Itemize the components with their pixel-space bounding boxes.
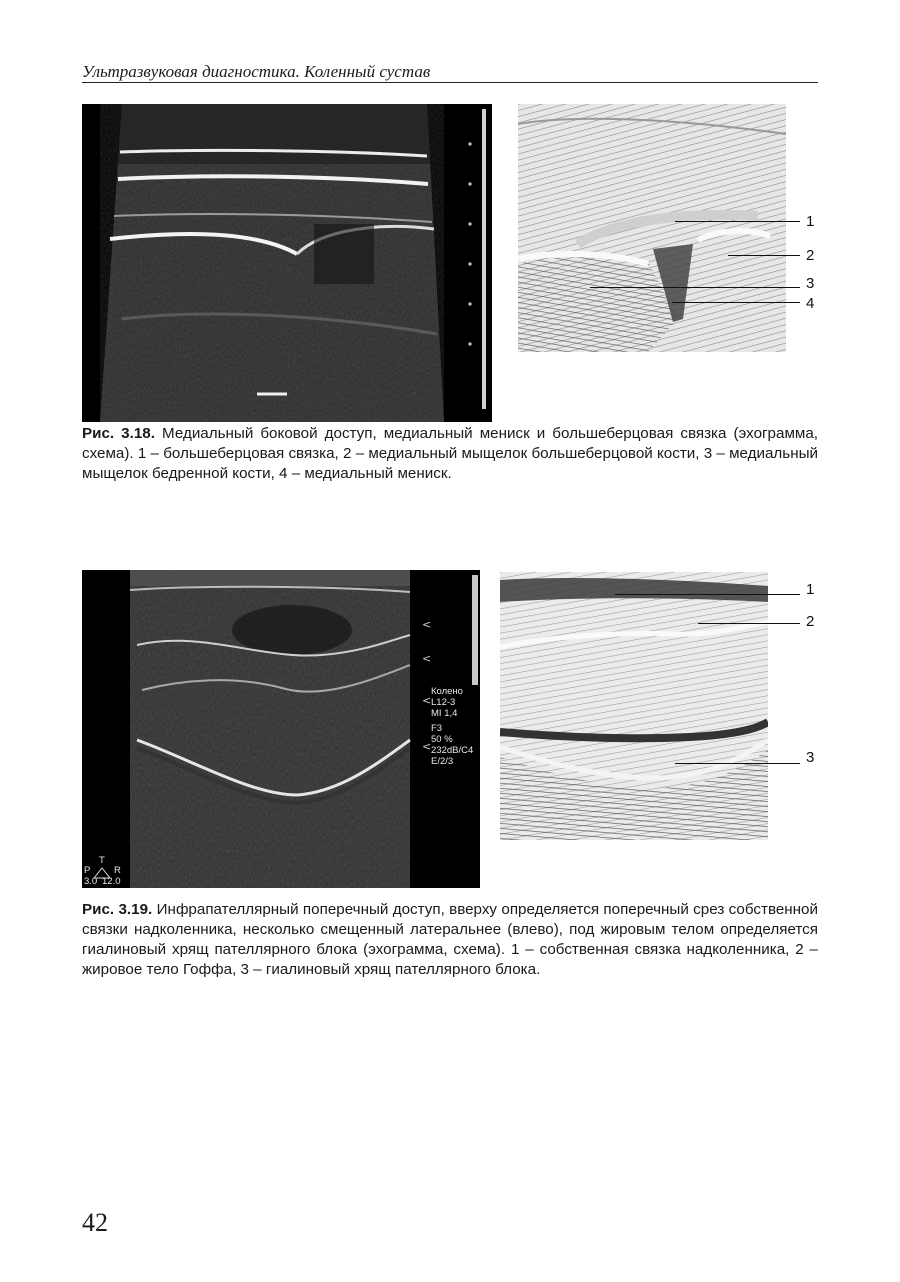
scanner-info-line: 50 % [431, 734, 453, 745]
leader-line [672, 302, 800, 303]
scanner-info-line: F3 [431, 723, 443, 734]
figure-label: 3 [806, 275, 815, 292]
scanner-info-line: MI 1,4 [431, 708, 458, 719]
figure-label: 2 [806, 247, 815, 264]
scanner-info-line: E/2/3 [431, 756, 454, 767]
figure-3-18-echogram [82, 104, 492, 422]
caption-text: Инфрапателлярный поперечный доступ, вверху определяется поперечный срез собственной связки надколенника, несколько смещенный латеральнее (влево), под жировым телом определяется гиалиновый хрящ пателлярного блока (эхограмма, схема). 1 – собственная связка надколенника, 2 – жировое тело Гоффа, 3 – гиалиновый хрящ пателлярного блока. [82, 901, 818, 978]
figure-label: 3 [806, 749, 815, 766]
figure-number: Рис. 3.19. [82, 901, 153, 918]
page-number: 42 [82, 1208, 108, 1237]
svg-text:<: < [422, 652, 432, 665]
leader-line [728, 255, 800, 256]
probe-mark: 3.0 [84, 876, 98, 887]
svg-text:<: < [422, 694, 432, 707]
caption-text: Медиальный боковой доступ, медиальный мениск и большеберцовая связка (эхограмма, схема). 1 – большеберцовая связка, 2 – медиальный мыщелок большеберцовой кости, 3 – медиальный мыщелок бедренной кости, 4 – медиальный мениск. [82, 425, 818, 482]
running-head: Ультразвуковая диагностика. Коленный сустав [82, 62, 431, 81]
probe-mark: 12.0 [102, 876, 121, 887]
header-rule [82, 82, 818, 83]
scanner-info-line: 232dB/C4 [431, 745, 474, 756]
figure-label: 2 [806, 613, 815, 630]
scanner-info-line: Колено [431, 686, 463, 697]
figure-3-19-echogram [82, 570, 480, 888]
leader-line [698, 623, 800, 624]
scanner-info-line: L12-3 [431, 697, 456, 708]
figure-number: Рис. 3.18. [82, 425, 155, 442]
leader-line [590, 287, 800, 288]
probe-mark: P [84, 865, 91, 876]
probe-mark: T [99, 855, 105, 866]
svg-text:<: < [422, 618, 432, 631]
figure-label: 1 [806, 213, 815, 230]
leader-line [615, 594, 800, 595]
leader-line [675, 221, 800, 222]
leader-line [675, 763, 800, 764]
figure-caption [82, 424, 818, 484]
svg-text:<: < [422, 740, 432, 753]
figure-3-18-schematic [518, 104, 786, 352]
figure-label: 1 [806, 581, 815, 598]
scanner-info [431, 686, 473, 767]
probe-mark: R [114, 865, 121, 876]
figure-3-19-schematic [500, 572, 768, 840]
figure-caption [82, 900, 818, 980]
figure-label: 4 [806, 295, 815, 312]
